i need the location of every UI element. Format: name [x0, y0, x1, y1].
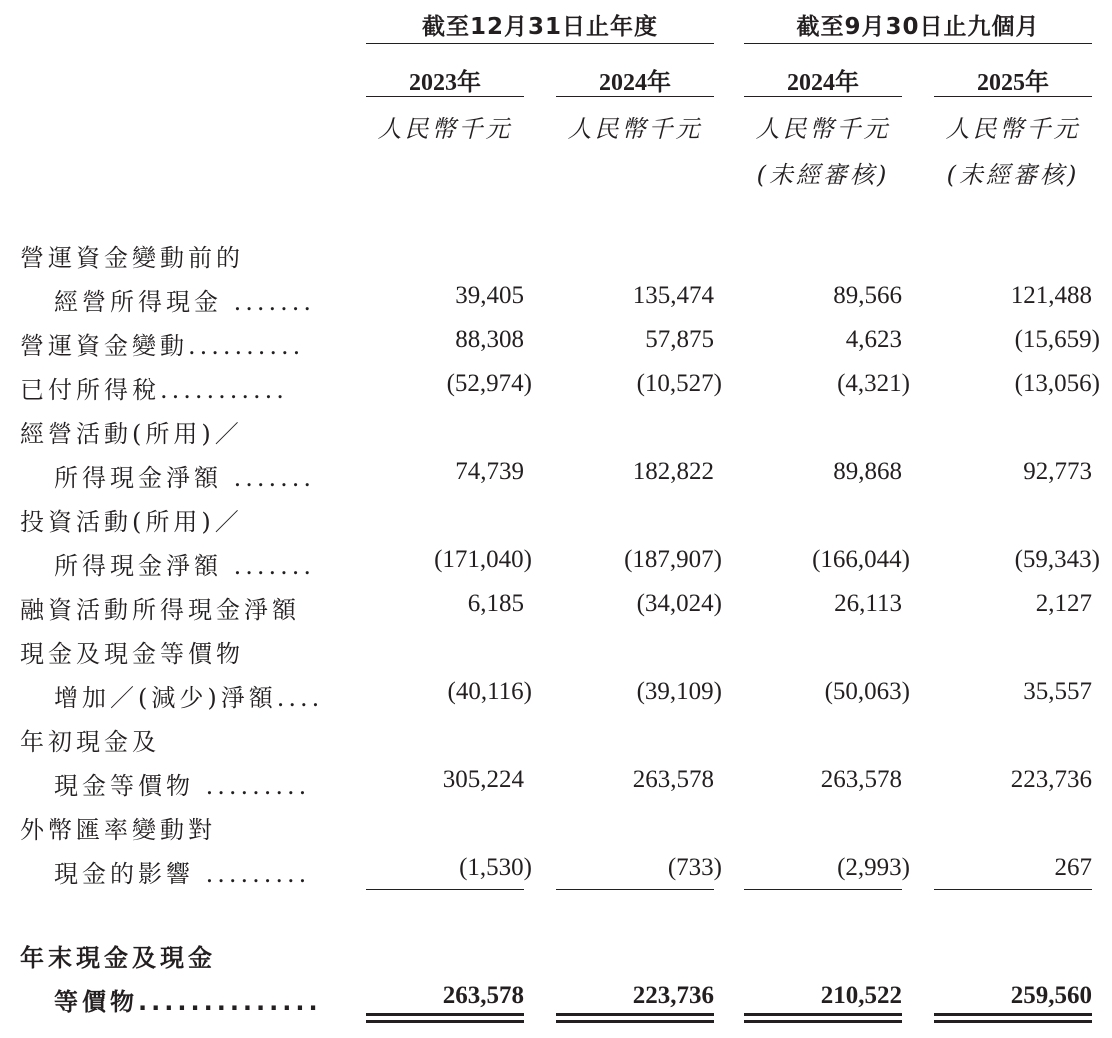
row-label-working-capital-change: 營運資金變動.......... — [20, 332, 305, 360]
total-rule-bottom-1 — [366, 1020, 524, 1023]
subtotal-rule-2 — [556, 889, 714, 890]
row-label-financing-net: 融資活動所得現金淨額 — [20, 596, 300, 624]
value-r2-c3: 89,566 — [833, 282, 902, 309]
row-label-operating-cash: 經營所得現金 ....... — [54, 288, 316, 316]
value-r6-c3: 89,868 — [833, 458, 902, 485]
value-r3-c2: 57,875 — [645, 326, 714, 353]
value-r9-c4: 2,127 — [1035, 590, 1092, 617]
value-r4-c4: (13,056) — [1014, 370, 1100, 397]
value-r8-c1: (171,040) — [434, 546, 532, 573]
row-label-opening-equivalents: 現金等價物 ......... — [54, 772, 311, 800]
row-label-operating-activities: 經營活動(所用)／ — [20, 420, 243, 448]
value-r11-c2: (39,109) — [636, 678, 722, 705]
value-r17-c3: 210,522 — [820, 982, 902, 1009]
value-r13-c3: 263,578 — [820, 766, 902, 793]
value-r8-c2: (187,907) — [624, 546, 722, 573]
value-r9-c3: 26,113 — [834, 590, 902, 617]
value-r15-c4: 267 — [1054, 854, 1092, 881]
year-rule-2 — [556, 96, 714, 97]
row-label-opening-cash: 年初現金及 — [20, 728, 160, 756]
value-r3-c1: 88,308 — [455, 326, 524, 353]
row-label-investing-activities: 投資活動(所用)／ — [20, 508, 243, 536]
value-r6-c4: 92,773 — [1023, 458, 1092, 485]
value-r17-c1: 263,578 — [442, 982, 524, 1009]
value-r15-c1: (1,530) — [459, 854, 532, 881]
currency-col-2: 人民幣千元 — [567, 115, 703, 143]
value-r6-c2: 182,822 — [632, 458, 714, 485]
subtotal-rule-1 — [366, 889, 524, 890]
year-col-1: 2023年 — [409, 70, 481, 96]
total-rule-bottom-3 — [744, 1020, 902, 1023]
value-r9-c2: (34,024) — [636, 590, 722, 617]
row-label-operating-net: 所得現金淨額 ....... — [54, 464, 316, 492]
group-rule-1 — [366, 43, 714, 44]
value-r8-c3: (166,044) — [812, 546, 910, 573]
value-r13-c4: 223,736 — [1010, 766, 1092, 793]
subtotal-rule-4 — [934, 889, 1092, 890]
value-r2-c1: 39,405 — [455, 282, 524, 309]
value-r13-c2: 263,578 — [632, 766, 714, 793]
value-r11-c4: 35,557 — [1023, 678, 1092, 705]
value-r4-c2: (10,527) — [636, 370, 722, 397]
value-r2-c2: 135,474 — [632, 282, 714, 309]
total-rule-top-2 — [556, 1013, 714, 1016]
row-label-closing-cash: 年末現金及現金 — [20, 944, 216, 972]
year-rule-1 — [366, 96, 524, 97]
value-r11-c3: (50,063) — [824, 678, 910, 705]
value-r4-c1: (52,974) — [446, 370, 532, 397]
total-rule-bottom-2 — [556, 1020, 714, 1023]
total-rule-top-1 — [366, 1013, 524, 1016]
year-col-2: 2024年 — [599, 70, 671, 96]
value-r17-c2: 223,736 — [632, 982, 714, 1009]
year-col-4: 2025年 — [977, 70, 1049, 96]
row-label-cash-equivalents: 現金及現金等價物 — [20, 640, 244, 668]
value-r13-c1: 305,224 — [442, 766, 524, 793]
value-r4-c3: (4,321) — [837, 370, 910, 397]
value-r9-c1: 6,185 — [467, 590, 524, 617]
row-label-net-increase-decrease: 增加／(減少)淨額.... — [54, 684, 324, 712]
row-label-effect-on-cash: 現金的影響 ......... — [54, 860, 311, 888]
year-rule-3 — [744, 96, 902, 97]
row-label-fx-effect: 外幣匯率變動對 — [20, 816, 216, 844]
value-r11-c1: (40,116) — [447, 678, 532, 705]
subtotal-rule-3 — [744, 889, 902, 890]
value-r15-c3: (2,993) — [837, 854, 910, 881]
year-rule-4 — [934, 96, 1092, 97]
audit-note-col-4: (未經審核) — [946, 161, 1080, 189]
row-label-income-tax-paid: 已付所得稅........... — [20, 376, 288, 404]
total-rule-top-4 — [934, 1013, 1092, 1016]
group-header-year-ended: 截至12月31日止年度 — [421, 14, 658, 40]
group-rule-2 — [744, 43, 1092, 44]
currency-col-3: 人民幣千元 — [755, 115, 891, 143]
row-label-investing-net: 所得現金淨額 ....... — [54, 552, 316, 580]
value-r8-c4: (59,343) — [1014, 546, 1100, 573]
audit-note-col-3: (未經審核) — [756, 161, 890, 189]
year-col-3: 2024年 — [787, 70, 859, 96]
total-rule-top-3 — [744, 1013, 902, 1016]
row-label-closing-equivalents: 等價物.............. — [54, 988, 322, 1016]
value-r15-c2: (733) — [667, 854, 722, 881]
total-rule-bottom-4 — [934, 1020, 1092, 1023]
value-r17-c4: 259,560 — [1010, 982, 1092, 1009]
value-r6-c1: 74,739 — [455, 458, 524, 485]
value-r3-c4: (15,659) — [1014, 326, 1100, 353]
group-header-nine-months: 截至9月30日止九個月 — [796, 14, 1040, 40]
value-r2-c4: 121,488 — [1010, 282, 1092, 309]
value-r3-c3: 4,623 — [845, 326, 902, 353]
currency-col-4: 人民幣千元 — [945, 115, 1081, 143]
currency-col-1: 人民幣千元 — [377, 115, 513, 143]
row-label-working-capital-before: 營運資金變動前的 — [20, 244, 244, 272]
